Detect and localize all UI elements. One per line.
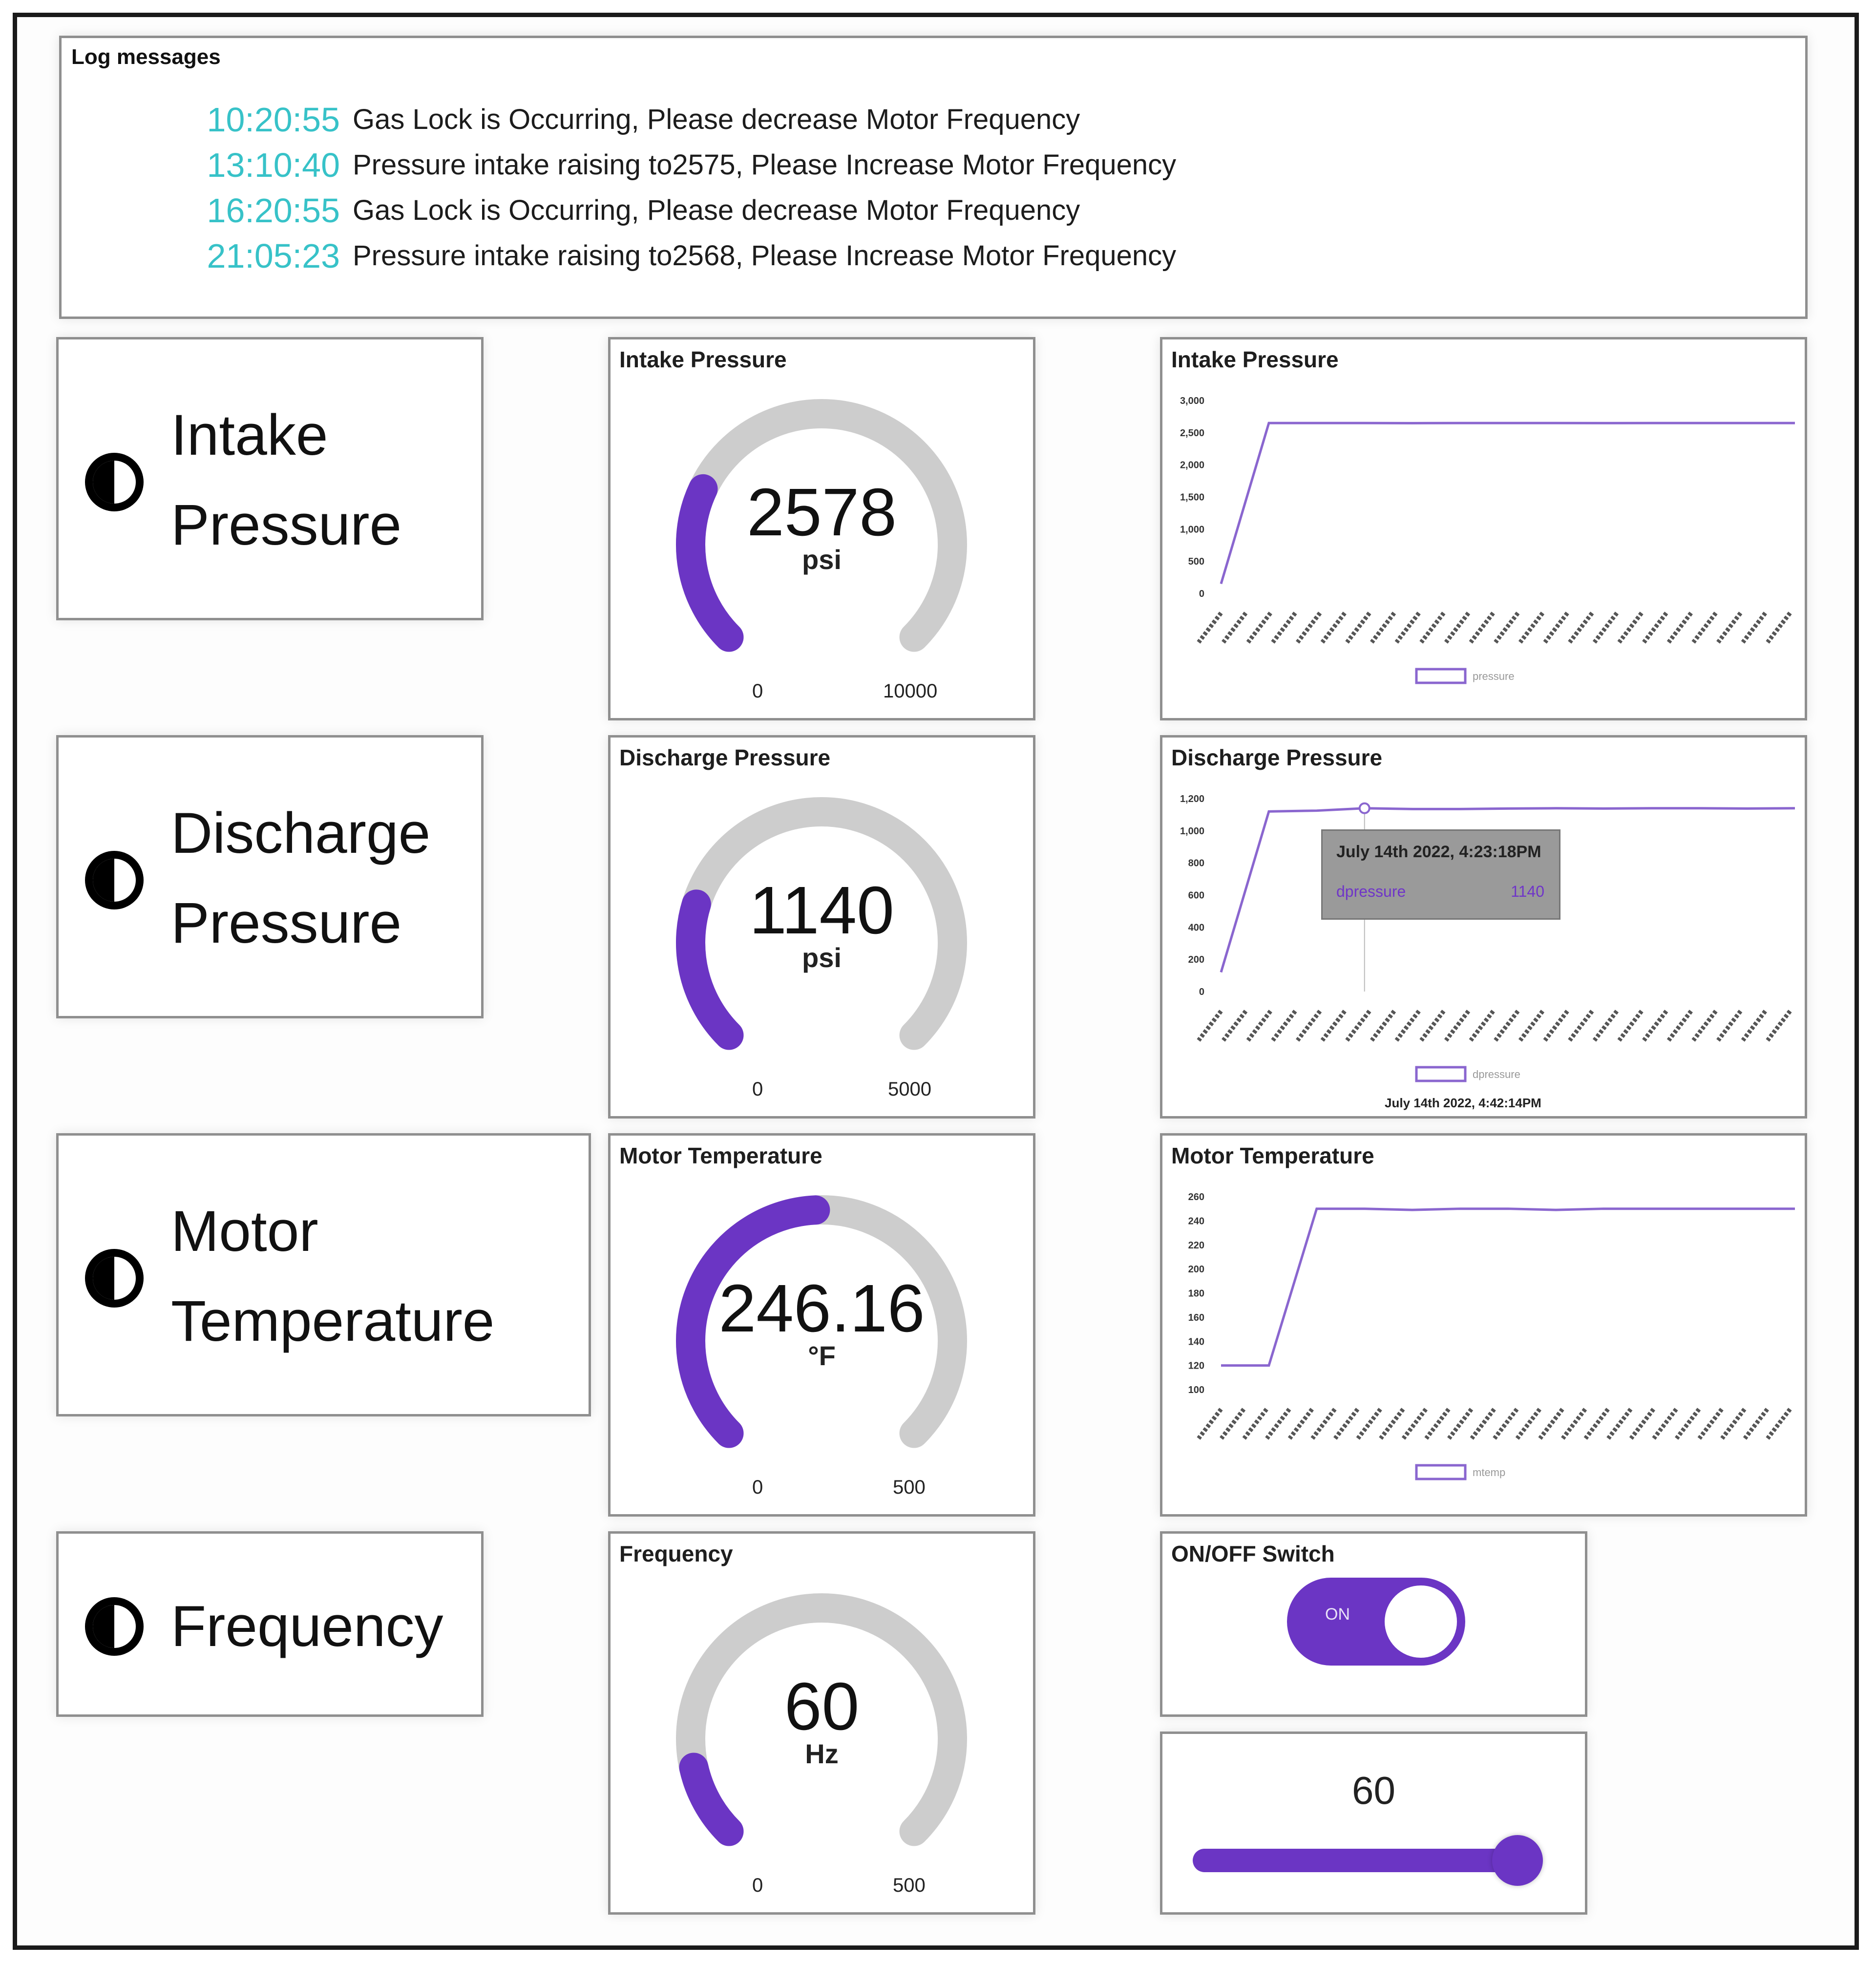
log-time: 21:05:23 [207, 236, 340, 275]
log-list [184, 97, 1176, 278]
x-tick-label [1743, 1011, 1765, 1040]
log-entry [184, 142, 1176, 188]
chart-svg [1162, 1136, 1805, 1514]
gauge-unit: psi [802, 544, 842, 575]
x-tick-label [1693, 613, 1716, 642]
x-tick-label [1248, 613, 1270, 642]
x-tick-label [1322, 613, 1345, 642]
y-tick-label: 1,500 [1180, 492, 1204, 503]
y-tick-label: 240 [1188, 1216, 1204, 1227]
switch-title: ON/OFF Switch [1171, 1541, 1335, 1566]
tooltip-series: dpressure [1336, 883, 1406, 900]
x-tick-label [1545, 1011, 1567, 1040]
y-tick-label: 600 [1188, 890, 1204, 901]
gauge-fill [694, 1767, 729, 1831]
contrast-icon [85, 1597, 144, 1656]
x-tick-label [1631, 1409, 1653, 1438]
gauge-value: 1140 [749, 873, 894, 948]
x-tick-label [1540, 1409, 1562, 1438]
x-tick-label [1570, 613, 1592, 642]
x-tick-label [1449, 1409, 1472, 1438]
on-off-toggle[interactable] [1287, 1578, 1465, 1666]
x-tick-label [1273, 1011, 1295, 1040]
y-tick-label: 800 [1188, 858, 1204, 869]
y-tick-label: 220 [1188, 1240, 1204, 1251]
label-card-intake [56, 337, 484, 620]
x-tick-label [1545, 613, 1567, 642]
gauge-max: 5000 [888, 1078, 931, 1100]
legend-swatch [1416, 1067, 1465, 1081]
gauge-value: 246.16 [718, 1271, 925, 1346]
x-tick-label [1520, 1011, 1542, 1040]
gauge-discharge-pressure [608, 735, 1035, 1119]
y-tick-label: 3,000 [1180, 396, 1204, 406]
x-tick-label [1381, 1409, 1403, 1438]
x-tick-label [1594, 1011, 1617, 1040]
x-tick-label [1520, 613, 1542, 642]
label-frequency: Frequency [171, 1594, 443, 1659]
log-message: Gas Lock is Occurring, Please decrease Motor Frequency [353, 194, 1080, 226]
y-tick-label: 1,200 [1180, 794, 1204, 804]
chart-motor-temperature [1160, 1133, 1807, 1517]
frequency-slider-handle[interactable] [1492, 1835, 1543, 1886]
gauge-title: Motor Temperature [619, 1143, 822, 1168]
gauge-title: Intake Pressure [619, 347, 787, 372]
log-message: Gas Lock is Occurring, Please decrease Motor Frequency [353, 104, 1080, 135]
x-tick-label [1619, 613, 1642, 642]
chart-title: Motor Temperature [1171, 1143, 1374, 1168]
gauge-intake-pressure [608, 337, 1035, 720]
chart-title: Discharge Pressure [1171, 745, 1383, 770]
toggle-knob [1385, 1585, 1457, 1658]
x-tick-label [1289, 1409, 1312, 1438]
label-card-frequency [56, 1531, 484, 1717]
x-tick-label [1446, 613, 1469, 642]
label-discharge-pressure: Discharge Pressure [171, 801, 431, 955]
x-tick-label [1446, 1011, 1469, 1040]
y-tick-label: 100 [1188, 1385, 1204, 1395]
x-tick-label [1495, 1409, 1517, 1438]
x-tick-label [1396, 1011, 1419, 1040]
x-tick-label [1768, 613, 1790, 642]
gauge-min: 0 [752, 1875, 763, 1896]
x-tick-label [1668, 613, 1691, 642]
x-tick-label [1644, 613, 1666, 642]
x-tick-label [1677, 1409, 1699, 1438]
gauge-title: Discharge Pressure [619, 745, 831, 770]
tooltip-point [1360, 803, 1370, 813]
x-tick-label [1517, 1409, 1539, 1438]
x-tick-label [1699, 1409, 1722, 1438]
x-tick-label [1471, 613, 1493, 642]
x-tick-label [1312, 1409, 1335, 1438]
contrast-icon [85, 851, 144, 909]
x-tick-label [1668, 1011, 1691, 1040]
y-tick-label: 160 [1188, 1312, 1204, 1323]
y-tick-label: 500 [1188, 556, 1204, 568]
x-tick-label [1608, 1409, 1631, 1438]
x-tick-label [1472, 1409, 1494, 1438]
tooltip-value: 1140 [1511, 883, 1544, 900]
legend-label: dpressure [1473, 1068, 1520, 1080]
gauge-min: 0 [752, 680, 763, 702]
contrast-icon [85, 1249, 144, 1308]
x-tick-label [1496, 1011, 1518, 1040]
chart-title: Intake Pressure [1171, 347, 1339, 372]
gauge-unit: Hz [805, 1738, 839, 1769]
y-tick-label: 400 [1188, 922, 1204, 933]
series-line [1221, 1209, 1795, 1366]
log-time: 13:10:40 [207, 146, 340, 184]
y-tick-label: 2,500 [1180, 427, 1204, 439]
x-tick-label [1298, 613, 1320, 642]
x-tick-label [1372, 613, 1394, 642]
gauge-min: 0 [752, 1078, 763, 1100]
gauge-min: 0 [752, 1477, 763, 1498]
frequency-slider-track[interactable] [1193, 1849, 1518, 1872]
contrast-icon [85, 453, 144, 511]
x-tick-label [1585, 1409, 1608, 1438]
dashboard-frame [13, 13, 1859, 1950]
log-entry [184, 233, 1176, 278]
chart-intake-pressure [1160, 337, 1807, 720]
y-tick-label: 200 [1188, 1264, 1204, 1275]
log-time: 16:20:55 [207, 191, 340, 230]
label-card-motor [56, 1133, 591, 1416]
log-time: 10:20:55 [207, 100, 340, 139]
log-message: Pressure intake raising to2575, Please Increase Motor Frequency [353, 149, 1177, 181]
y-tick-label: 200 [1188, 954, 1204, 966]
x-tick-label [1358, 1409, 1380, 1438]
x-tick-label [1322, 1011, 1345, 1040]
gauge-frequency [608, 1531, 1035, 1915]
x-tick-label [1743, 613, 1765, 642]
chart-tooltip [1321, 829, 1560, 920]
x-tick-label [1768, 1011, 1790, 1040]
log-entry [184, 97, 1176, 142]
y-tick-label: 140 [1188, 1336, 1204, 1348]
legend-swatch [1416, 669, 1465, 683]
x-tick-label [1199, 1409, 1221, 1438]
x-tick-label [1421, 1011, 1444, 1040]
series-line [1221, 423, 1795, 584]
gauge-unit: °F [808, 1340, 836, 1371]
x-tick-label [1722, 1409, 1745, 1438]
label-intake-pressure: Intake Pressure [171, 403, 402, 557]
legend-label: mtemp [1473, 1466, 1506, 1478]
gauge-motor-temperature [608, 1133, 1035, 1517]
y-tick-label: 1,000 [1180, 825, 1204, 837]
x-tick-label [1347, 613, 1370, 642]
label-motor-temperature: Motor Temperature [171, 1199, 495, 1353]
x-tick-label [1471, 1011, 1493, 1040]
chart-footer: July 14th 2022, 4:42:14PM [1385, 1096, 1541, 1110]
x-tick-label [1768, 1409, 1790, 1438]
x-tick-label [1693, 1011, 1716, 1040]
log-panel [59, 36, 1808, 319]
gauge-value: 2578 [747, 475, 897, 550]
toggle-state-label: ON [1325, 1605, 1350, 1624]
y-tick-label: 1,000 [1180, 524, 1204, 535]
x-tick-label [1372, 1011, 1394, 1040]
chart-discharge-pressure [1160, 735, 1807, 1119]
x-tick-label [1223, 1011, 1246, 1040]
y-tick-label: 0 [1199, 589, 1204, 599]
gauge-value: 60 [784, 1669, 860, 1744]
y-tick-label: 180 [1188, 1288, 1204, 1299]
x-tick-label [1654, 1409, 1676, 1438]
x-tick-label [1199, 1011, 1221, 1040]
x-tick-label [1273, 613, 1295, 642]
x-tick-label [1745, 1409, 1767, 1438]
x-tick-label [1347, 1011, 1370, 1040]
y-tick-label: 260 [1188, 1192, 1204, 1203]
x-tick-label [1298, 1011, 1320, 1040]
switch-panel [1160, 1531, 1587, 1717]
legend-label: pressure [1473, 670, 1515, 682]
chart-svg [1162, 738, 1805, 1116]
label-card-discharge [56, 735, 484, 1018]
x-tick-label [1426, 1409, 1449, 1438]
y-tick-label: 120 [1188, 1360, 1204, 1372]
x-tick-label [1396, 613, 1419, 642]
tooltip-title: July 14th 2022, 4:23:18PM [1336, 843, 1541, 861]
x-tick-label [1644, 1011, 1666, 1040]
x-tick-label [1563, 1409, 1585, 1438]
x-tick-label [1267, 1409, 1289, 1438]
gauge-max: 10000 [883, 680, 938, 702]
x-tick-label [1496, 613, 1518, 642]
slider-value: 60 [1352, 1769, 1395, 1812]
log-title: Log messages [71, 45, 221, 69]
x-tick-label [1594, 613, 1617, 642]
x-tick-label [1222, 1409, 1244, 1438]
chart-svg [1162, 339, 1805, 718]
gauge-max: 500 [893, 1875, 926, 1896]
x-tick-label [1248, 1011, 1270, 1040]
y-tick-label: 0 [1199, 987, 1204, 997]
x-tick-label [1619, 1011, 1642, 1040]
x-tick-label [1718, 1011, 1741, 1040]
legend-swatch [1416, 1465, 1465, 1479]
x-tick-label [1570, 1011, 1592, 1040]
x-tick-label [1335, 1409, 1358, 1438]
x-tick-label [1421, 613, 1444, 642]
x-tick-label [1244, 1409, 1266, 1438]
x-tick-label [1718, 613, 1741, 642]
y-tick-label: 2,000 [1180, 460, 1204, 471]
x-tick-label [1199, 613, 1221, 642]
x-tick-label [1223, 613, 1246, 642]
gauge-max: 500 [893, 1477, 926, 1498]
log-entry [184, 188, 1176, 233]
gauge-unit: psi [802, 942, 842, 973]
slider-panel [1160, 1732, 1587, 1915]
gauge-title: Frequency [619, 1541, 733, 1566]
x-tick-label [1403, 1409, 1426, 1438]
log-message: Pressure intake raising to2568, Please Increase Motor Frequency [353, 240, 1177, 272]
